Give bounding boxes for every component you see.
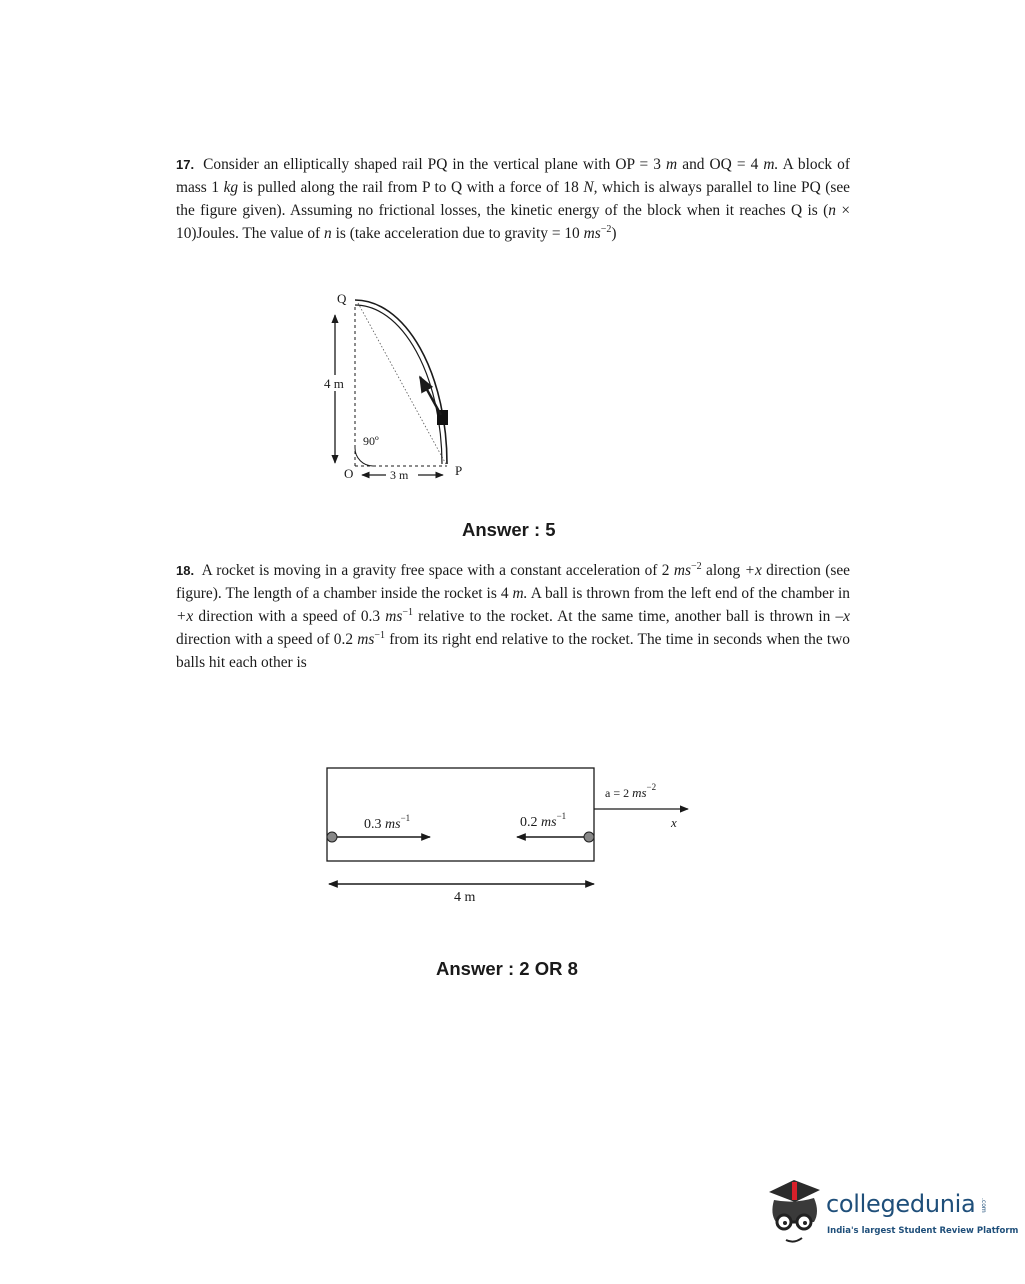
question-number: 18. — [176, 563, 195, 578]
figure-rocket-chamber — [310, 755, 710, 915]
axis-x-label: x — [671, 815, 677, 830]
label-o: O — [344, 466, 354, 481]
label-p: P — [455, 463, 463, 478]
right-speed-value: 0.2 — [520, 815, 538, 830]
logo-com: .com — [980, 1198, 987, 1213]
right-ball — [584, 832, 594, 842]
svg-text:a = 2 ms−2 — [605, 782, 656, 800]
left-speed-value: 0.3 — [364, 817, 382, 832]
figure-elliptical-rail — [310, 285, 490, 490]
left-speed-unit: ms — [385, 817, 401, 832]
question-18: 18. A rocket is moving in a gravity free space with a constant acceleration of 2 $ms^{-2}$ along +x direction (see figure). The length of a chamber inside the rocket is 4 m. A ball is thrown from the left end of the chamber in +x direction with a speed of 0.3 $ms^{-1}$ relative to the rocket. At the same time, another ball is thrown in –x direction with a speed of 0.2 $ms^{-1}$ from its right end relative to the rocket. The time in seconds when the two balls hit each other is — [176, 560, 851, 671]
mascot-icon — [764, 1176, 826, 1256]
force-arrow — [420, 377, 441, 415]
collegedunia-logo[interactable] — [764, 1176, 1019, 1256]
accel-exp: −2 — [646, 782, 657, 792]
svg-text:0.3 ms−1 — [364, 813, 410, 832]
accel-prefix: a = 2 — [605, 786, 630, 800]
right-angle-arc — [355, 448, 373, 466]
accel-unit: ms — [632, 785, 647, 800]
right-speed-unit: ms — [541, 815, 557, 830]
left-ball — [327, 832, 337, 842]
length-label: 4 m — [454, 890, 476, 905]
answer-18: Answer : 2 OR 8 — [436, 958, 578, 979]
svg-text:0.2 ms−1 — [520, 811, 566, 830]
label-q: Q — [337, 291, 347, 306]
right-speed-exp: −1 — [556, 811, 567, 821]
question-number: 17. — [176, 157, 195, 172]
label-angle: 90º — [363, 434, 379, 448]
label-3m: 3 m — [390, 468, 409, 482]
logo-tagline: India's largest Student Review Platform — [827, 1226, 1019, 1236]
logo-wordmark: collegedunia — [826, 1190, 976, 1218]
answer-17: Answer : 5 — [462, 519, 556, 540]
left-speed-exp: −1 — [400, 813, 411, 823]
label-4m: 4 m — [324, 376, 344, 391]
question-17: 17. Consider an elliptically shaped rail PQ in the vertical plane with OP = 3 m and OQ = 4 m. A block of mass 1 kg is pulled along the rail from P to Q with a force of 18 N, which is always parallel to line PQ (see the figure given). Assuming no frictional losses, the kinetic energy of the block when it reaches Q is (n × 10)Joules. The value of n is (take acceleration due to gravity = 10 $ms^{-2}$) — [176, 156, 851, 242]
